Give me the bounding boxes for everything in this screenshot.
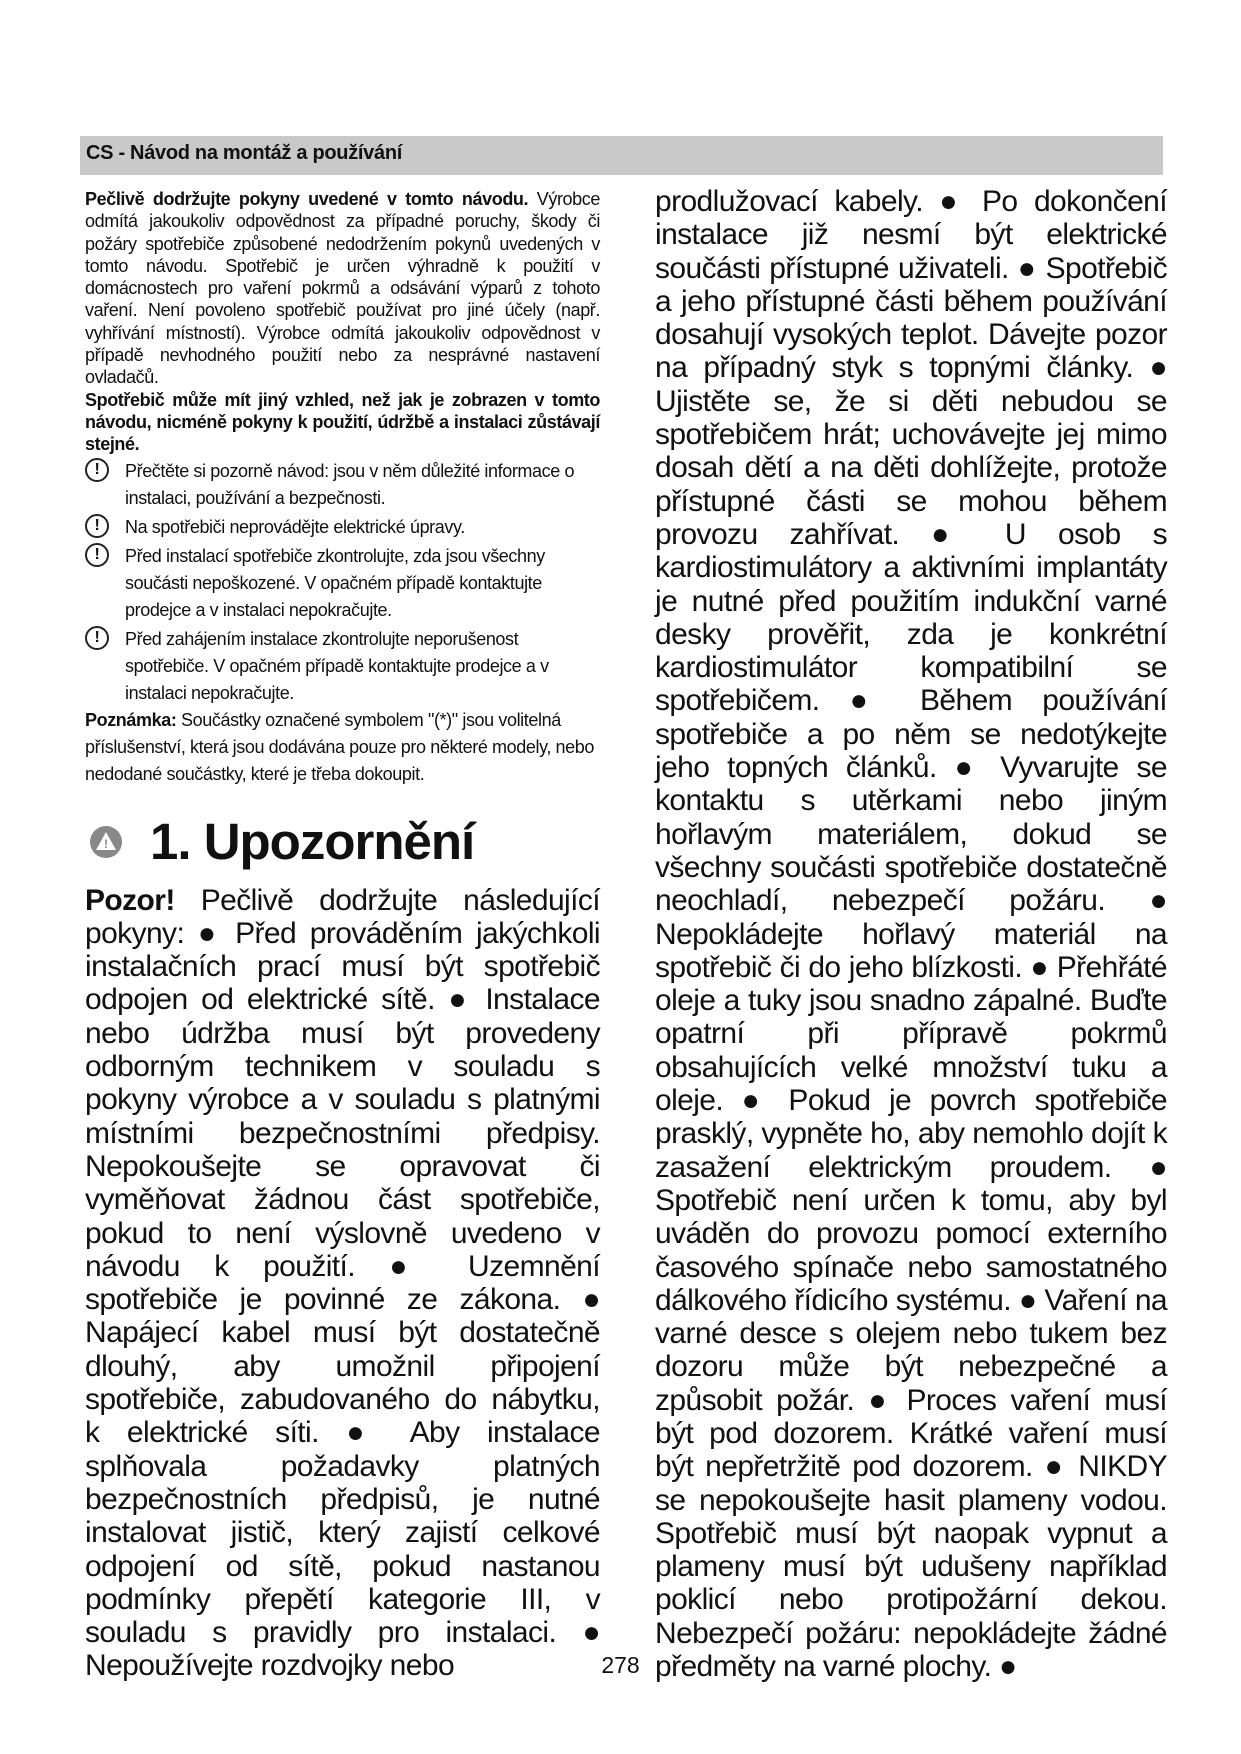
section-lead: Pozor! — [85, 883, 175, 917]
warning-circle-icon: ! — [85, 514, 109, 538]
warning-text: Přečtěte si pozorně návod: jsou v něm důležité informace o instalaci, používání a bezpečnosti. — [125, 460, 575, 508]
note-label: Poznámka: — [85, 709, 177, 730]
intro-text: Výrobce odmítá jakoukoliv odpovědnost za případné poruchy, škody či požáry spotřebiče způsobené nedodržením pokynů uvedených v tomto návodu. Spotřebič je určen výhradně k použití v domácnostech pro vaření pokrmů a odsávání výparů z tohoto vaření. Není povoleno spotřebič používat pro jiné účely (např. vyhřívání místností). Výrobce odmítá jakoukoliv odpovědnost v případě nevhodného použití nebo za nesprávné nastavení ovladačů. — [85, 189, 600, 388]
intro-paragraph — [85, 188, 600, 389]
intro-lead: Pečlivě dodržujte pokyny uvedené v tomto návodu. — [85, 189, 529, 209]
appearance-note: Spotřebič může mít jiný vzhled, než jak je zobrazen v tomto návodu, nicméně pokyny k použití, údržbě a instalaci zůstávají stejné. — [85, 389, 600, 455]
header-title: CS - Návod na montáž a používání — [86, 142, 402, 164]
note-text: Součástky označené symbolem "(*)" jsou volitelná příslušenství, která jsou dodávána pouze pro některé modely, nebo nedodané součástky, které je třeba dokoupit. — [85, 709, 594, 784]
section-title: 1. Upozornění — [150, 812, 475, 870]
note-paragraph — [85, 707, 600, 788]
right-column — [655, 185, 1167, 1683]
left-column — [85, 188, 600, 1683]
warning-item — [85, 514, 600, 541]
warning-circle-icon: ! — [85, 626, 109, 650]
warning-circle-icon: ! — [85, 458, 109, 482]
section-body-left — [85, 884, 600, 1683]
page-number: 278 — [601, 1652, 640, 1678]
warning-text: Před zahájením instalace zkontrolujte neporušenost spotřebiče. V opačném případě kontaktujte prodejce a v instalaci nepokračujte. — [125, 628, 549, 703]
warning-triangle-icon: ! — [90, 826, 122, 858]
warning-item — [85, 458, 600, 512]
section-text-left: Pečlivě dodržujte následující pokyny: ● Před prováděním jakýchkoli instalačních prací musí být spotřebič odpojen od elektrické sítě. ● Instalace nebo údržba musí být provedeny odborným technikem v souladu s pokyny výrobce a v souladu s platnými místními bezpečnostními předpisy. Nepokoušejte se opravovat či vyměňovat žádnou část spotřebiče, pokud to není výslovně uvedeno v návodu k použití. ● Uzemnění spotřebiče je povinné ze zákona. ● Napájecí kabel musí být dostatečně dlouhý, aby umožnil připojení spotřebiče, zabudovaného do nábytku, k elektrické síti. ● Aby instalace splňovala požadavky platných bezpečnostních předpisů, je nutné instalovat jistič, který zajistí celkové odpojení od sítě, pokud nastanou podmínky přepětí kategorie III, v souladu s pravidly pro instalaci. ● Nepoužívejte rozdvojky nebo — [85, 883, 600, 1683]
warning-item — [85, 626, 600, 707]
warning-text: Na spotřebiči neprovádějte elektrické úpravy. — [125, 516, 465, 537]
section-body-right: prodlužovací kabely. ● Po dokončení instalace již nesmí být elektrické součásti přístupné uživateli. ● Spotřebič a jeho přístupné části během používání dosahují vysokých teplot. Dávejte pozor na případný styk s topnými články. ● Ujistěte se, že si děti nebudou se spotřebičem hrát; uchovávejte jej mimo dosah dětí a na děti dohlížejte, protože přístupné části se mohou během provozu zahřívat. ● U osob s kardiostimulátory a aktivními implantáty je nutné před použitím indukční varné desky prověřit, zda je konkrétní kardiostimulátor kompatibilní se spotřebičem. ● Během používání spotřebiče a po něm se nedotýkejte jeho topných článků. ● Vyvarujte se kontaktu s utěrkami nebo jiným hořlavým materiálem, dokud se všechny součásti spotřebiče dostatečně neochladí, nebezpečí požáru. ● Nepokládejte hořlavý materiál na spotřebič či do jeho blízkosti. ● Přehřáté oleje a tuky jsou snadno zápalné. Buďte opatrní při přípravě pokrmů obsahujících velké množství tuku a oleje. ● Pokud je povrch spotřebiče prasklý, vypněte ho, aby nemohlo dojít k zasažení elektrickým proudem. ● Spotřebič není určen k tomu, aby byl uváděn do provozu pomocí externího časového spínače nebo samostatného dálkového řídicího systému. ● Vaření na varné desce s olejem nebo tukem bez dozoru může být nebezpečné a způsobit požár. ● Proces vaření musí být pod dozorem. Krátké vaření musí být nepřetržitě pod dozorem. ● NIKDY se nepokoušejte hasit plameny vodou. Spotřebič musí být naopak vypnut a plameny musí být udušeny například poklicí nebo protipožární dekou. Nebezpečí požáru: nepokládejte žádné předměty na varné plochy. ● — [655, 185, 1167, 1684]
warning-circle-icon: ! — [85, 543, 109, 567]
section-heading — [85, 814, 600, 870]
section-header-bar — [80, 136, 1163, 175]
warning-item — [85, 543, 600, 624]
warning-text: Před instalací spotřebiče zkontrolujte, zda jsou všechny součásti nepoškozené. V opačném případě kontaktujte prodejce a v instalaci nepokračujte. — [125, 545, 545, 620]
